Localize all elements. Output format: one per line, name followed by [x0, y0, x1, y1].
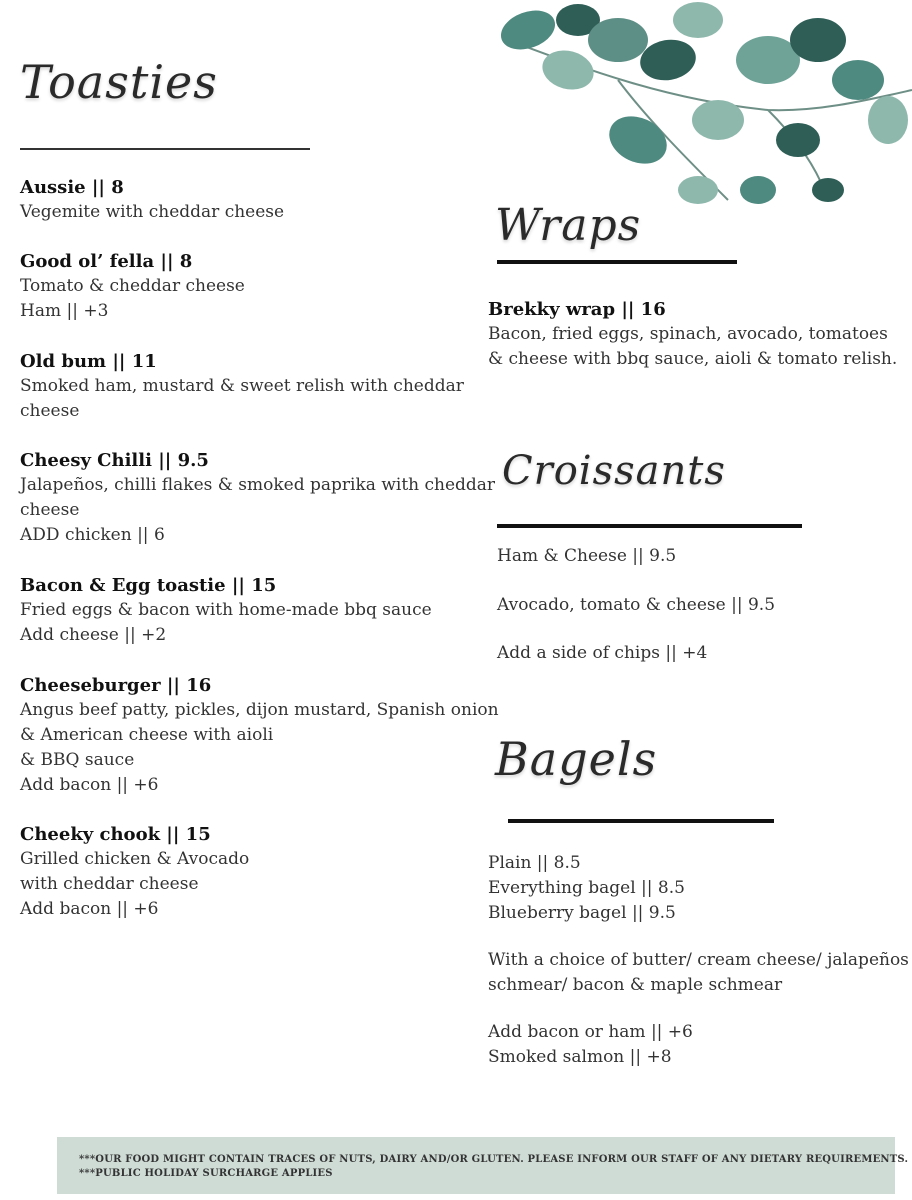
croissant-item-ham-cheese: Ham & Cheese || 9.5	[497, 546, 677, 566]
item-addon: Add bacon || +6	[20, 899, 159, 919]
item-description: cheese	[20, 500, 80, 520]
bagel-extra-bacon-ham: Add bacon or ham || +6	[488, 1022, 693, 1042]
item-description: Tomato & cheddar cheese	[20, 276, 245, 296]
item-description: Angus beef patty, pickles, dijon mustard, Spanish onion	[20, 700, 499, 720]
bagel-choice-line: With a choice of butter/ cream cheese/ jalapeños	[488, 950, 909, 970]
item-title: Aussie || 8	[20, 177, 124, 198]
item-title: Cheesy Chilli || 9.5	[20, 450, 209, 471]
item-description: Vegemite with cheddar cheese	[20, 202, 285, 222]
item-description: & BBQ sauce	[20, 750, 135, 770]
item-description: Fried eggs & bacon with home-made bbq sauce	[20, 600, 432, 620]
toastie-item-aussie	[20, 175, 284, 225]
item-title: Good ol’ fella || 8	[20, 251, 193, 272]
item-description: cheese	[20, 401, 80, 421]
croissants-heading: Croissants	[502, 448, 726, 494]
item-addon: ADD chicken || 6	[20, 525, 165, 545]
toasties-heading: Toasties	[20, 55, 218, 109]
bagel-item-plain: Plain || 8.5	[488, 853, 581, 873]
bagel-extras	[488, 1020, 693, 1070]
toastie-item-bacon-egg	[20, 573, 432, 648]
toastie-item-cheeky-chook	[20, 822, 249, 922]
footer-notice-bar	[57, 1137, 909, 1194]
item-description: & American cheese with aioli	[20, 725, 274, 745]
bagel-choice-note	[488, 948, 909, 998]
item-addon: Add cheese || +2	[20, 625, 167, 645]
item-title: Cheeky chook || 15	[20, 824, 211, 845]
bagel-item-blueberry: Blueberry bagel || 9.5	[488, 903, 676, 923]
bagels-heading: Bagels	[495, 732, 658, 786]
item-title: Bacon & Egg toastie || 15	[20, 575, 277, 596]
item-title: Cheeseburger || 16	[20, 675, 212, 696]
toastie-item-old-bum	[20, 349, 464, 424]
bagel-choice-line: schmear/ bacon & maple schmear	[488, 975, 783, 995]
eucalyptus-leaves-decoration	[468, 0, 912, 230]
item-description: with cheddar cheese	[20, 874, 199, 894]
item-addon: Add bacon || +6	[20, 775, 159, 795]
wraps-heading-rule	[497, 260, 737, 264]
toastie-item-cheeseburger	[20, 673, 499, 798]
toastie-item-good-ol-fella	[20, 249, 245, 324]
croissant-item-avocado: Avocado, tomato & cheese || 9.5	[497, 595, 776, 615]
item-description: Jalapeños, chilli flakes & smoked paprika with cheddar	[20, 475, 496, 495]
croissants-heading-rule	[497, 524, 802, 528]
allergen-notice: ***OUR FOOD MIGHT CONTAIN TRACES OF NUTS, DAIRY AND/OR GLUTEN. PLEASE INFORM OUR STAFF OF ANY DIETARY REQUIREMENTS.	[79, 1154, 909, 1165]
wrap-item-brekky-wrap	[488, 297, 897, 372]
croissant-addon-chips: Add a side of chips || +4	[497, 643, 708, 663]
item-addon: Ham || +3	[20, 301, 109, 321]
bagel-extra-smoked-salmon: Smoked salmon || +8	[488, 1047, 672, 1067]
item-description: Grilled chicken & Avocado	[20, 849, 250, 869]
item-description: & cheese with bbq sauce, aioli & tomato relish.	[488, 349, 898, 369]
bagel-item-everything: Everything bagel || 8.5	[488, 878, 685, 898]
bagels-heading-rule	[508, 819, 774, 823]
item-description: Smoked ham, mustard & sweet relish with cheddar	[20, 376, 464, 396]
toasties-heading-rule	[20, 148, 310, 150]
toastie-item-cheesy-chilli	[20, 448, 495, 548]
wraps-heading: Wraps	[495, 200, 642, 251]
surcharge-notice: ***PUBLIC HOLIDAY SURCHARGE APPLIES	[79, 1168, 333, 1179]
item-description: Bacon, fried eggs, spinach, avocado, tomatoes	[488, 324, 888, 344]
item-title: Brekky wrap || 16	[488, 299, 666, 320]
bagel-price-list	[488, 851, 685, 926]
item-title: Old bum || 11	[20, 351, 157, 372]
